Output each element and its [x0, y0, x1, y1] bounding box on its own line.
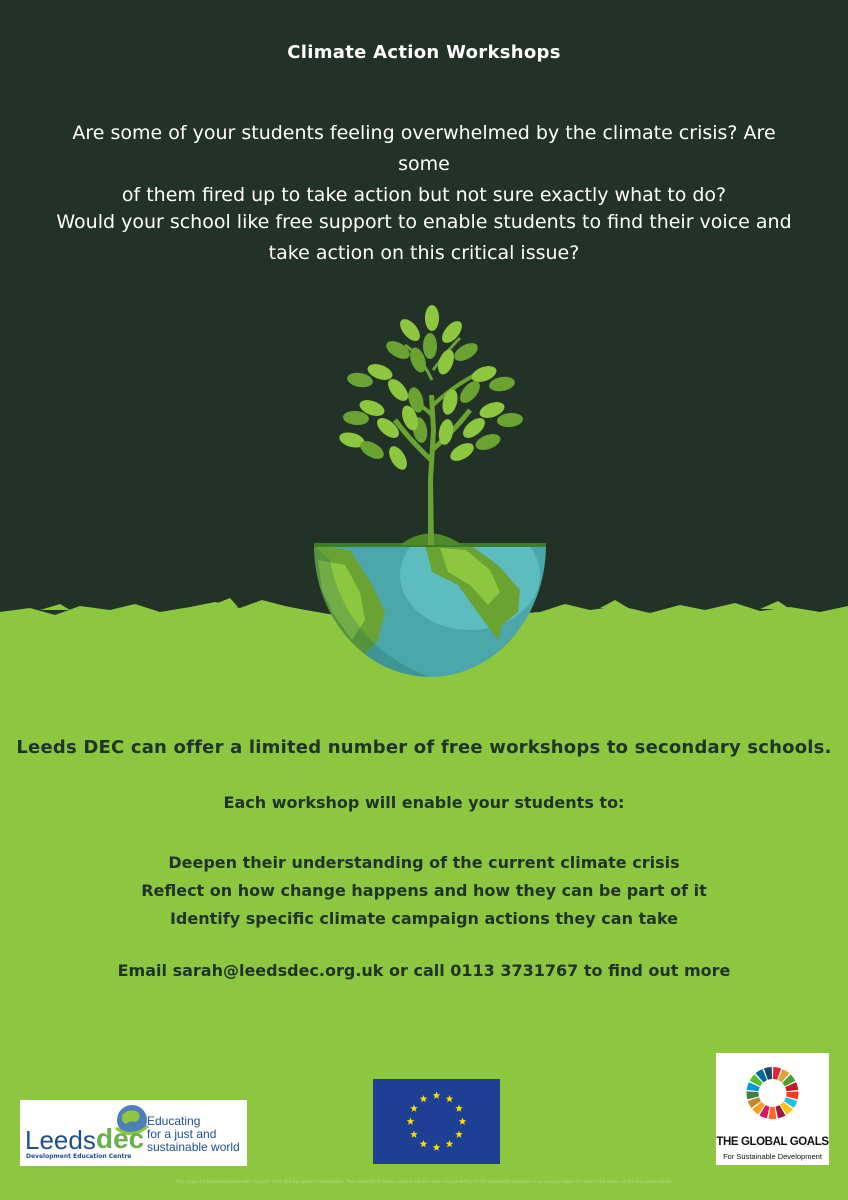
list-item: Reflect on how change happens and how they can be part of it — [141, 881, 707, 900]
intro-line: of them fired up to take action but not sure exactly what to do? — [121, 184, 727, 206]
intro-line: Are some of your students feeling overwhelmed by the climate crisis? Are some — [72, 122, 776, 175]
intro-line: Would your school like free support to enable students to find their voice and — [56, 211, 792, 233]
tagline-line: Educating — [147, 1114, 201, 1128]
tagline-line: sustainable world — [147, 1140, 240, 1154]
leeds-tagline — [147, 1115, 240, 1154]
leaf — [447, 439, 477, 464]
list-item: Identify specific climate campaign actions they can take — [169, 909, 679, 928]
leaf — [384, 376, 411, 405]
sdg-segment — [768, 1107, 776, 1119]
leeds-subtitle: Development Education Centre — [26, 1153, 132, 1160]
leeds-dec-logo — [20, 1100, 247, 1166]
page-title: Climate Action Workshops — [287, 42, 561, 63]
global-goals-title: THE GLOBAL GOALS — [716, 1136, 829, 1148]
leaf — [496, 412, 523, 428]
tagline-line: for a just and — [147, 1127, 217, 1141]
sdg-wheel-icon — [716, 1053, 829, 1133]
leaf — [438, 318, 465, 347]
eu-flag-icon — [373, 1079, 500, 1164]
leeds-wordmark: Leeds — [25, 1125, 96, 1155]
offer-headline: Leeds DEC can offer a limited number of free workshops to secondary schools. — [16, 737, 832, 758]
leaf — [385, 443, 410, 473]
leaf — [488, 375, 516, 393]
intro-line: take action on this critical issue? — [268, 242, 580, 264]
dec-wordmark: dec — [96, 1123, 145, 1154]
list-item: Deepen their understanding of the current climate crisis — [168, 853, 680, 872]
global-goals-logo — [716, 1053, 829, 1165]
leaf — [383, 337, 413, 362]
leaf — [440, 388, 460, 417]
contact-line: Email sarah@leedsdec.org.uk or call 0113 3731767 to find out more — [117, 961, 731, 980]
global-goals-subtitle: For Sustainable Development — [723, 1152, 822, 1161]
leaf — [396, 316, 423, 345]
leaf — [423, 333, 437, 359]
funding-disclaimer: This project has been funded with support from the European Commission. The contents of these actions are the sole responsibility of the contractor and can in no way be taken to reflect the views of the European Union. — [175, 1180, 673, 1185]
leaf — [473, 431, 502, 453]
leaf — [425, 305, 439, 331]
bullet-list — [0, 849, 848, 933]
offer-lead: Each workshop will enable your students to: — [223, 793, 625, 812]
